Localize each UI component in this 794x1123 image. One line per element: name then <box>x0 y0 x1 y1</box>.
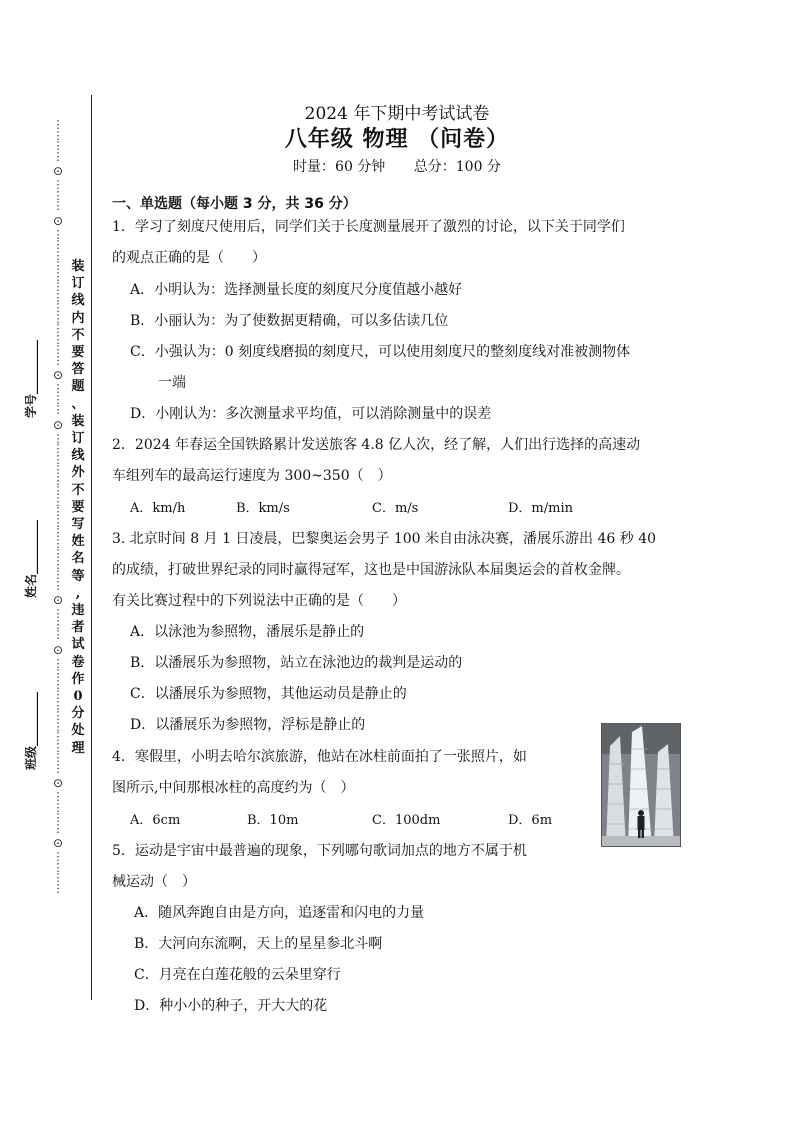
ice-pillar-illustration <box>602 724 680 846</box>
student-name-field[interactable]: 姓名_________ <box>24 519 38 598</box>
q3-stem-1: 3. 北京时间 8 月 1 日凌晨，巴黎奥运会男子 100 米自由泳决赛，潘展乐游出 46 秒 40 <box>112 531 657 547</box>
ice-pillar-photo <box>601 723 681 847</box>
q1-option-b[interactable]: B．小丽认为：为了使数据更精确，可以多估读几位 <box>130 313 449 329</box>
q5-stem-1: 5．运动是宇宙中最普遍的现象，下列哪句歌词加点的地方不属于机 <box>112 843 527 859</box>
q4-stem-1: 4．寒假里，小明去哈尔滨旅游，他站在冰柱前面拍了一张照片，如 <box>112 749 527 765</box>
q3-option-d[interactable]: D．以潘展乐为参照物，浮标是静止的 <box>130 717 366 733</box>
q5-stem-2: 械运动（ ） <box>112 874 196 890</box>
q1-option-c-cont: 一端 <box>158 375 186 391</box>
q3-option-c[interactable]: C．以潘展乐为参照物，其他运动员是静止的 <box>130 686 407 702</box>
student-id-field[interactable]: 学号_________ <box>24 339 38 418</box>
q3-stem-3: 有关比赛过程中的下列说法中正确的是（ ） <box>112 593 406 609</box>
q3-stem-2: 的成绩，打破世界纪录的同时赢得冠军，这也是中国游泳队本届奥运会的首枚金牌。 <box>112 562 630 578</box>
q2-option-b[interactable]: B．km/s <box>236 501 290 516</box>
exam-meta <box>0 156 794 176</box>
section-title: 一、单选题（每小题 3 分，共 36 分） <box>112 196 357 212</box>
class-field[interactable]: 班级_________ <box>24 691 38 770</box>
q3-option-b[interactable]: B．以潘展乐为参照物，站立在泳池边的裁判是运动的 <box>130 655 463 671</box>
q5-option-a[interactable]: A．随风奔跑自由是方向，追逐雷和闪电的力量 <box>134 905 425 921</box>
binding-line <box>91 95 92 1000</box>
binding-warning: 装 订 线 内 不 要 答 题 、 装 订 线 外 不 要 写 姓 名 等 , 违 者 试 卷 作 0 分 处 理 <box>71 259 85 756</box>
q2-option-d[interactable]: D．m/min <box>508 501 573 516</box>
q4-option-b[interactable]: B．10m <box>247 813 299 828</box>
exam-time: 时量：60 分钟 <box>293 159 386 175</box>
q1-option-d[interactable]: D．小刚认为：多次测量求平均值，可以消除测量中的误差 <box>130 406 492 422</box>
exam-score: 总分：100 分 <box>413 159 501 175</box>
q1-option-c[interactable]: C．小强认为：0 刻度线磨损的刻度尺，可以使用刻度尺的整刻度线对准被测物体 <box>130 344 631 360</box>
q2-option-a[interactable]: A．km/h <box>130 501 186 516</box>
q2-option-c[interactable]: C．m/s <box>372 501 419 516</box>
q4-stem-2: 图所示,中间那根冰柱的高度约为（ ） <box>112 780 355 796</box>
q2-stem-2: 车组列车的最高运行速度为 300~350（ ） <box>112 468 392 484</box>
q5-option-c[interactable]: C．月亮在白莲花般的云朵里穿行 <box>134 967 341 983</box>
q1-stem-2: 的观点正确的是（ ） <box>112 250 266 266</box>
exam-title: 2024 年下期中考试试卷 <box>304 104 490 124</box>
exam-subtitle: 八年级 物理 （问卷） <box>284 127 510 152</box>
q2-stem-1: 2．2024 年春运全国铁路累计发送旅客 4.8 亿人次，经了解，人们出行选择的高速动 <box>112 437 641 453</box>
q1-option-a[interactable]: A．小明认为：选择测量长度的刻度尺分度值越小越好 <box>130 282 463 298</box>
q1-stem-1: 1．学习了刻度尺使用后，同学们关于长度测量展开了激烈的讨论，以下关于同学们 <box>112 219 625 235</box>
q4-option-c[interactable]: C．100dm <box>372 813 441 828</box>
q4-option-d[interactable]: D．6m <box>508 813 553 828</box>
q5-option-b[interactable]: B．大河向东流啊，天上的星星参北斗啊 <box>134 936 383 952</box>
q3-option-a[interactable]: A．以泳池为参照物，潘展乐是静止的 <box>130 624 365 640</box>
q5-option-d[interactable]: D．种小小的种子，开大大的花 <box>134 998 328 1014</box>
binding-dots: ⋮ ⋮ ⋮ ⋮ ⊙ ⋮ ⋮ ⋮ ⊙ ⋮ ⋮ ⋮ ⋮ ⋮ ⋮ ⋮ ⋮ ⋮ ⋮ ⋮ ⋮ ⋮ ⊙ ⋮ ⋮ ⋮ ⊙ ⋮ ⋮ ⋮ ⋮ ⋮ ⋮ ⋮ ⋮ ⋮ ⋮ ⋮ ⋮ ⋮ ⋮ ⋮ ⊙ ⋮ ⋮ ⋮ ⊙ ⋮ ⋮ ⋮ ⋮ ⋮ ⋮ ⋮ ⋮ ⋮ ⋮ ⋮ ⊙ ⋮ ⋮ ⋮ ⋮ ⊙ ⋮ ⋮ ⋮ ⋮ <box>52 118 64 895</box>
q4-option-a[interactable]: A．6cm <box>130 813 181 828</box>
